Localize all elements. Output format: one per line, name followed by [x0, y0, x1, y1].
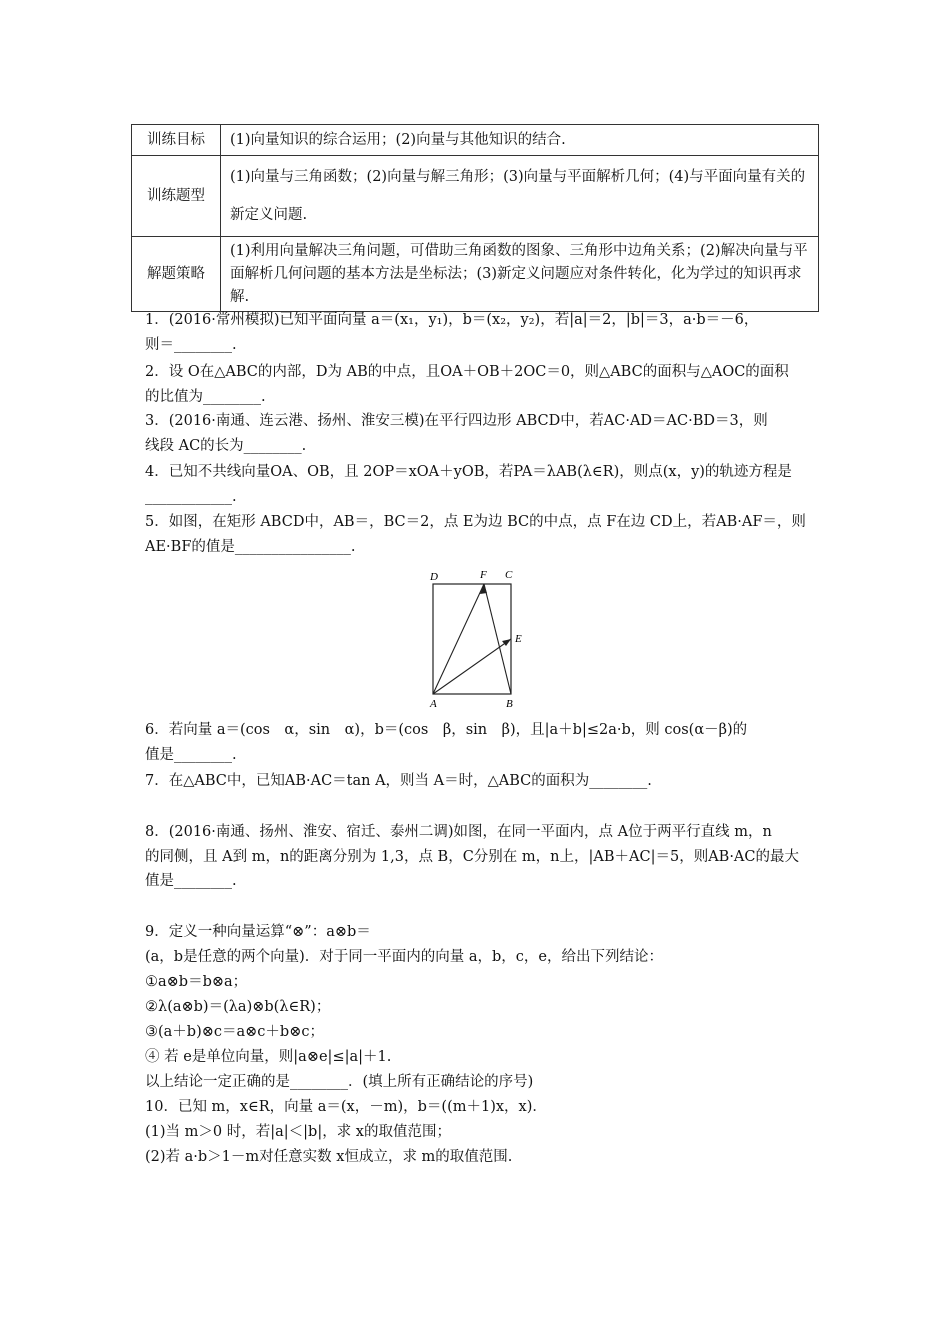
question-1-line-1: 1．(2016·常州模拟)已知平面向量 a＝(x₁，y₁)，b＝(x₂，y₂)，若|a|＝2，|b|＝3，a·b＝－6， [145, 312, 759, 328]
question-9-line-2: (a，b是任意的两个向量)．对于同一平面内的向量 a，b，c，e，给出下列结论： [145, 949, 663, 965]
question-6-line-1: 6．若向量 a＝(cos α，sin α)，b＝(cos β，sin β)，且|a＋b|≤2a·b，则 cos(α－β)的 [145, 722, 748, 738]
vector-bf [484, 584, 511, 694]
question-5-line-2: AE·BF的值是________________. [145, 539, 356, 555]
table-row-head: 训练目标 [132, 125, 221, 156]
question-10-line-1: 10．已知 m，x∈R，向量 a＝(x，－m)，b＝((m＋1)x，x)． [145, 1099, 547, 1115]
question-10-part-2: (2)若 a·b＞1－m对任意实数 x恒成立，求 m的取值范围. [145, 1149, 513, 1165]
question-10-part-1: (1)当 m＞0 时，若|a|＜|b|，求 x的取值范围； [145, 1124, 451, 1140]
table-row-body: (1)向量知识的综合运用；(2)向量与其他知识的结合. [221, 125, 819, 156]
question-4-line-2: ____________. [145, 489, 237, 505]
question-3-line-2: 线段 AC的长为________. [145, 438, 307, 454]
question-4-line-1: 4．已知不共线向量OA、OB，且 2OP＝xOA＋yOB，若PA＝λAB(λ∈R)，则点(x，y)的轨迹方程是 [145, 464, 792, 480]
arrowhead-af [480, 584, 487, 594]
label-a: A [430, 698, 437, 708]
table-row-body: (1)向量与三角函数；(2)向量与解三角形；(3)向量与平面解析几何；(4)与平面向量有关的新定义问题. [221, 156, 819, 237]
table-row-head: 训练题型 [132, 156, 221, 237]
question-8-line-1: 8．(2016·南通、扬州、淮安、宿迁、泰州二调)如图，在同一平面内，点 A位于两平行直线 m，n [145, 824, 772, 840]
question-7: 7．在△ABC中，已知AB·AC＝tan A，则当 A＝时，△ABC的面积为________. [145, 773, 652, 789]
vector-af [433, 584, 484, 694]
rectangle-figure [421, 562, 531, 708]
question-9-prompt: 以上结论一定正确的是________．(填上所有正确结论的序号) [145, 1074, 534, 1090]
label-e: E [515, 633, 522, 645]
label-f: F [480, 569, 487, 581]
question-5-line-1: 5．如图，在矩形 ABCD中，AB＝，BC＝2，点 E为边 BC的中点，点 F在边 CD上，若AB·AF＝，则 [145, 514, 806, 530]
label-d: D [430, 571, 438, 583]
question-9-item-4: ④ 若 e是单位向量，则|a⊗e|≤|a|＋1. [145, 1049, 392, 1065]
question-2-line-2: 的比值为________. [145, 389, 266, 405]
question-3-line-1: 3．(2016·南通、连云港、扬州、淮安三模)在平行四边形 ABCD中，若AC·AD＝AC·BD＝3，则 [145, 413, 768, 429]
table-row [132, 156, 819, 237]
question-8-line-3: 值是________. [145, 873, 237, 889]
training-info-table [131, 124, 819, 312]
table-row [132, 125, 819, 156]
question-6-line-2: 值是________. [145, 747, 237, 763]
label-c: C [505, 569, 513, 581]
question-8-line-2: 的同侧，且 A到 m，n的距离分别为 1,3，点 B，C分别在 m，n上，|AB＋AC|＝5，则AB·AC的最大 [145, 849, 799, 865]
label-b: B [506, 698, 513, 708]
vector-ae [433, 639, 511, 694]
question-9-item-3: ③(a＋b)⊗c＝a⊗c＋b⊗c； [145, 1024, 324, 1040]
table-row [132, 237, 819, 312]
question-9-line-1: 9．定义一种向量运算“⊗”：a⊗b＝ [145, 924, 371, 940]
question-9-item-2: ②λ(a⊗b)＝(λa)⊗b(λ∈R)； [145, 999, 331, 1015]
rectangle-abcd [433, 584, 511, 694]
question-1-line-2: 则＝________. [145, 337, 237, 353]
table-row-head: 解题策略 [132, 237, 221, 312]
question-2-line-1: 2．设 O在△ABC的内部，D为 AB的中点，且OA＋OB＋2OC＝0，则△ABC的面积与△AOC的面积 [145, 364, 789, 380]
table-row-body: (1)利用向量解决三角问题，可借助三角函数的图象、三角形中边角关系；(2)解决向量与平面解析几何问题的基本方法是坐标法；(3)新定义问题应对条件转化，化为学过的知识再求解. [221, 237, 819, 312]
question-9-item-1: ①a⊗b＝b⊗a； [145, 974, 248, 990]
